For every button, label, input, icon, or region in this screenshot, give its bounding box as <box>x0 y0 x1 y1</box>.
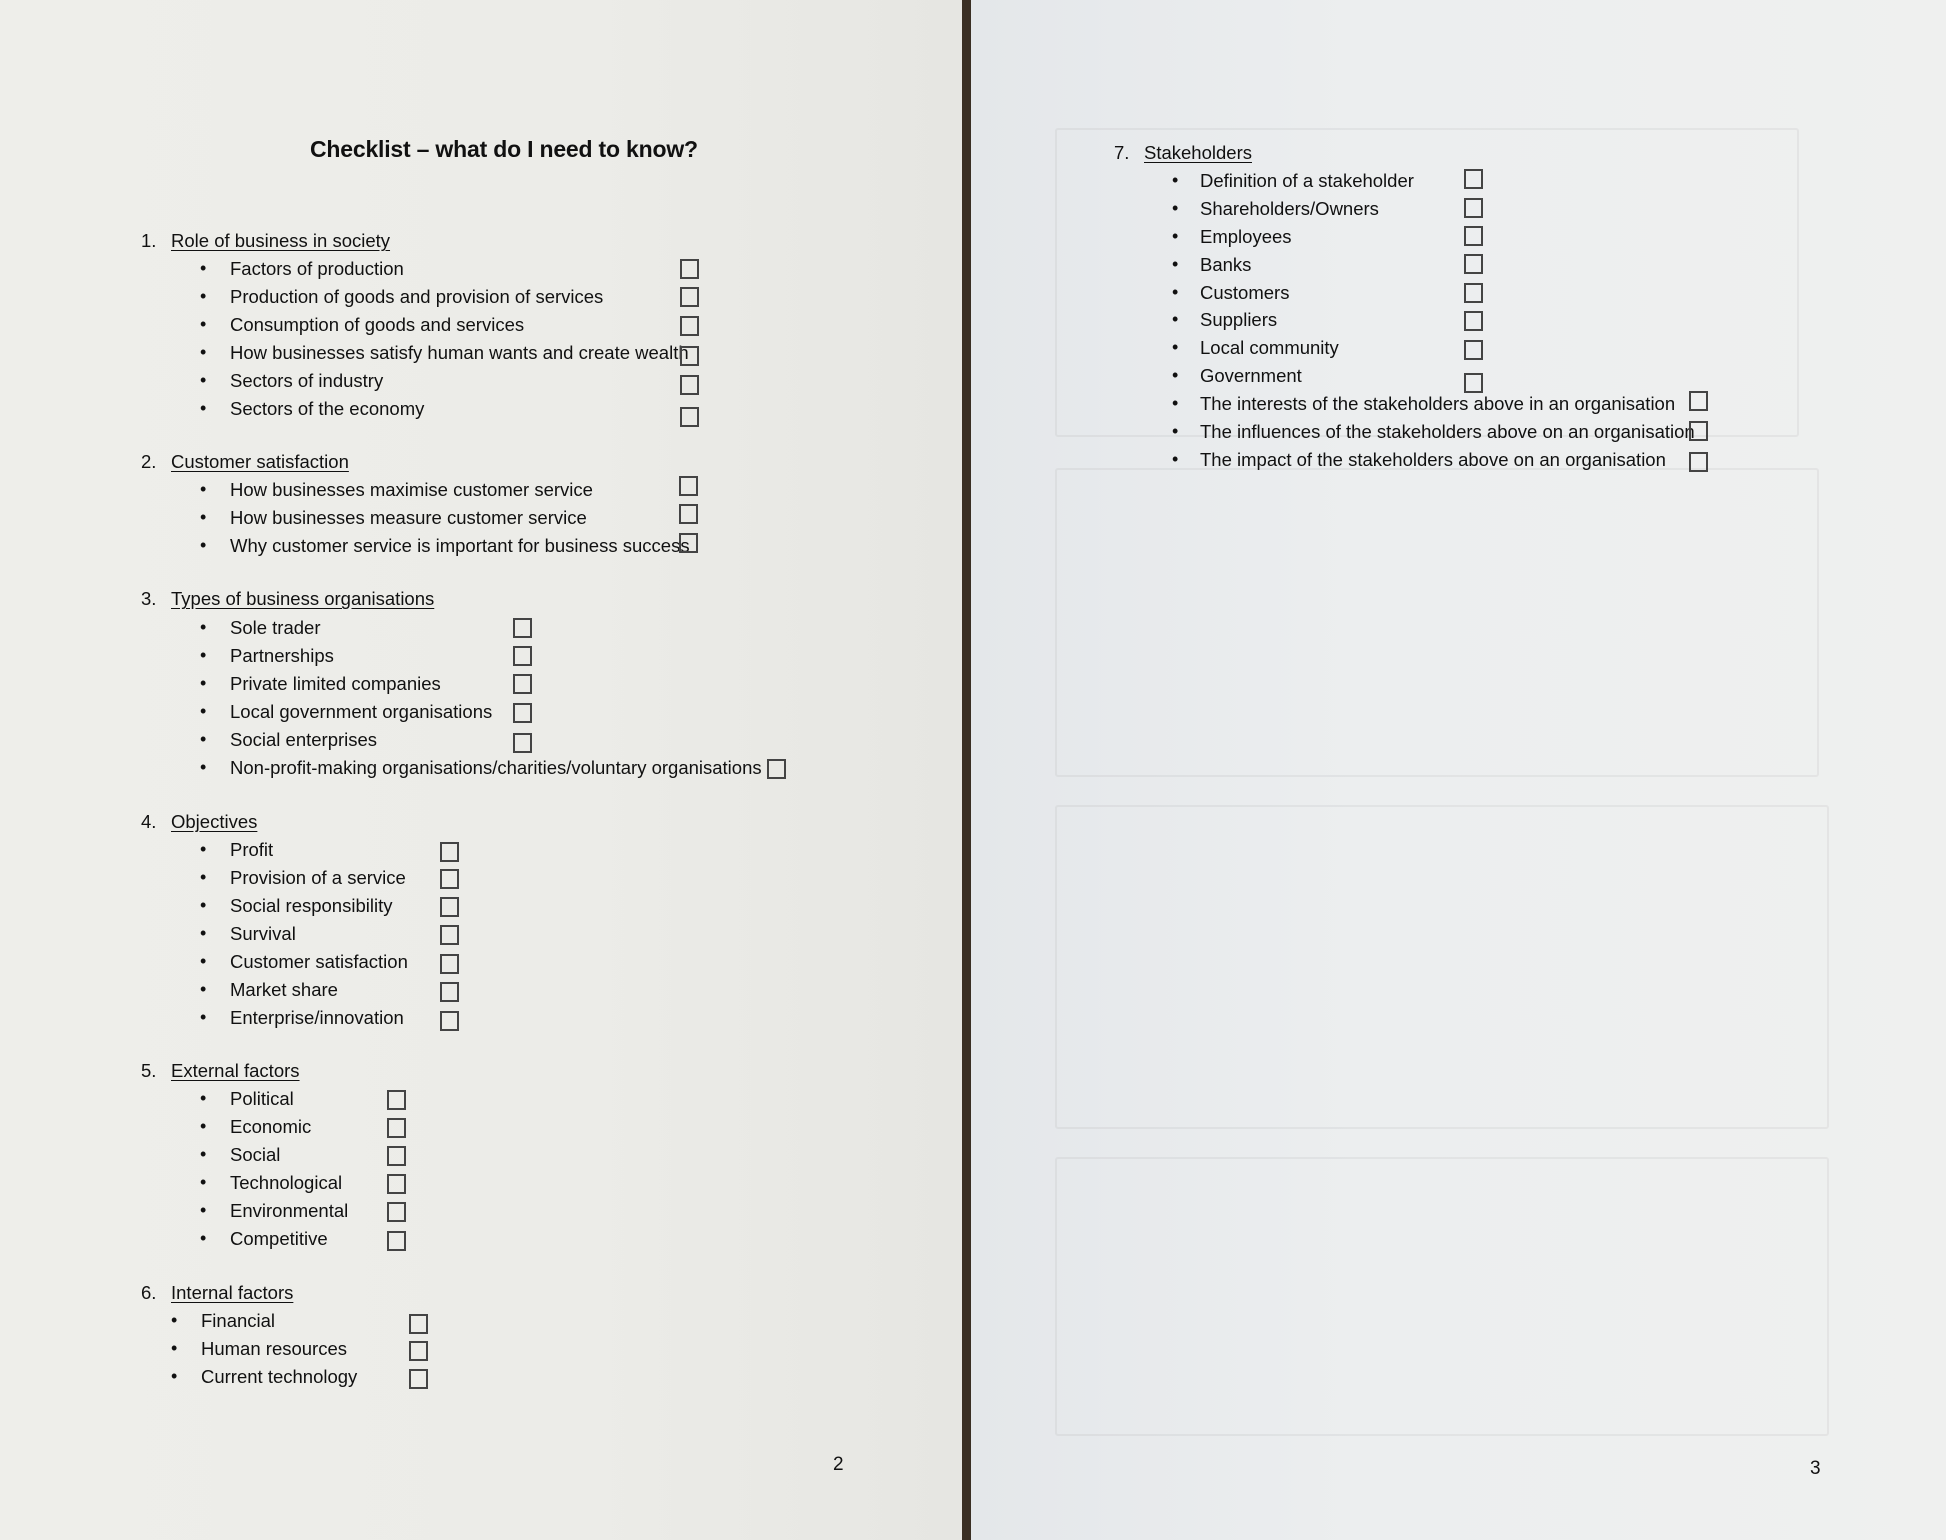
bullet-icon: • <box>200 923 207 943</box>
section-number: 4. <box>141 811 157 832</box>
checkbox[interactable] <box>409 1341 428 1361</box>
checkbox[interactable] <box>440 897 459 917</box>
checklist-item: The influences of the stakeholders above on an organisation <box>1200 421 1695 442</box>
checklist-item: Local government organisations <box>230 701 493 722</box>
checkbox[interactable] <box>440 925 459 945</box>
checkbox[interactable] <box>1464 311 1483 331</box>
checklist-item: Sectors of the economy <box>230 398 425 419</box>
bullet-icon: • <box>200 1007 207 1027</box>
bullet-icon: • <box>1172 282 1179 302</box>
checkbox[interactable] <box>387 1202 406 1222</box>
bullet-icon: • <box>200 839 207 859</box>
section-heading-1 <box>141 230 390 252</box>
bullet-icon: • <box>200 398 207 418</box>
left-page <box>0 0 962 1540</box>
bullet-icon: • <box>200 951 207 971</box>
checkbox[interactable] <box>767 759 786 779</box>
checklist-item: Shareholders/Owners <box>1200 198 1379 219</box>
bullet-icon: • <box>200 314 207 334</box>
checklist-item: Consumption of goods and services <box>230 314 525 335</box>
bullet-icon: • <box>1172 254 1179 274</box>
section-title: Role of business in society <box>171 230 391 251</box>
section-title: Objectives <box>171 811 258 832</box>
checkbox[interactable] <box>1464 226 1483 246</box>
section-heading-6 <box>141 1282 293 1304</box>
right-page <box>971 0 1946 1540</box>
checklist-item: Private limited companies <box>230 673 441 694</box>
checklist-item: Profit <box>230 839 274 860</box>
checklist-item: Sectors of industry <box>230 370 384 391</box>
checkbox[interactable] <box>440 842 459 862</box>
checkbox[interactable] <box>513 703 532 723</box>
bullet-icon: • <box>200 729 207 749</box>
section-number: 7. <box>1114 142 1130 163</box>
checkbox[interactable] <box>1689 452 1708 472</box>
checkbox[interactable] <box>513 618 532 638</box>
section-heading-4 <box>141 811 257 833</box>
checklist-item: Production of goods and provision of services <box>230 286 604 307</box>
checklist-item: Employees <box>1200 226 1292 247</box>
bullet-icon: • <box>200 535 207 555</box>
checkbox[interactable] <box>1464 198 1483 218</box>
checkbox[interactable] <box>409 1369 428 1389</box>
checklist-item: Economic <box>230 1116 312 1137</box>
section-title: Stakeholders <box>1144 142 1252 163</box>
checkbox[interactable] <box>440 869 459 889</box>
checkbox[interactable] <box>1464 373 1483 393</box>
section-number: 5. <box>141 1060 157 1081</box>
show-through-box <box>1055 128 1799 437</box>
checklist-item: Local community <box>1200 337 1339 358</box>
checkbox[interactable] <box>513 646 532 666</box>
checkbox[interactable] <box>1464 254 1483 274</box>
checklist-item: Partnerships <box>230 645 334 666</box>
section-number: 3. <box>141 588 157 609</box>
checkbox[interactable] <box>1689 421 1708 441</box>
checkbox[interactable] <box>680 287 699 307</box>
checklist-item: How businesses satisfy human wants and create wealth <box>230 342 689 363</box>
checkbox[interactable] <box>387 1146 406 1166</box>
checklist-item: Customer satisfaction <box>230 951 408 972</box>
checkbox[interactable] <box>680 375 699 395</box>
checkbox[interactable] <box>680 346 699 366</box>
bullet-icon: • <box>200 1200 207 1220</box>
checklist-item: How businesses maximise customer service <box>230 479 593 500</box>
checklist-item: Human resources <box>201 1338 348 1359</box>
checklist-item: Sole trader <box>230 617 321 638</box>
checkbox[interactable] <box>680 407 699 427</box>
bullet-icon: • <box>1172 309 1179 329</box>
page-number: 2 <box>833 1454 844 1475</box>
bullet-icon: • <box>171 1310 178 1330</box>
bullet-icon: • <box>200 645 207 665</box>
bullet-icon: • <box>200 757 207 777</box>
checkbox[interactable] <box>679 504 698 524</box>
checkbox[interactable] <box>387 1231 406 1251</box>
checkbox[interactable] <box>409 1314 428 1334</box>
checklist-item: Political <box>230 1088 294 1109</box>
bullet-icon: • <box>200 1088 207 1108</box>
checklist-item: Why customer service is important for business success <box>230 535 690 556</box>
page-number: 3 <box>1810 1458 1821 1479</box>
checklist-item: Current technology <box>201 1366 358 1387</box>
bullet-icon: • <box>200 1116 207 1136</box>
checkbox[interactable] <box>679 476 698 496</box>
bullet-icon: • <box>200 370 207 390</box>
checklist-item: Competitive <box>230 1228 328 1249</box>
checkbox[interactable] <box>513 733 532 753</box>
checklist-item: Financial <box>201 1310 276 1331</box>
checklist-item: Factors of production <box>230 258 404 279</box>
section-heading-5 <box>141 1060 300 1082</box>
checkbox[interactable] <box>1464 169 1483 189</box>
bullet-icon: • <box>1172 393 1179 413</box>
checklist-item: Banks <box>1200 254 1252 275</box>
bullet-icon: • <box>171 1338 178 1358</box>
section-heading-2 <box>141 451 349 473</box>
bullet-icon: • <box>200 1172 207 1192</box>
show-through-box <box>1055 468 1819 777</box>
checkbox[interactable] <box>387 1118 406 1138</box>
bullet-icon: • <box>1172 170 1179 190</box>
checkbox[interactable] <box>440 982 459 1002</box>
show-through-box <box>1055 1157 1829 1436</box>
section-title: Types of business organisations <box>171 588 435 609</box>
checklist-title: Checklist – what do I need to know? <box>310 136 698 162</box>
bullet-icon: • <box>1172 226 1179 246</box>
checkbox[interactable] <box>387 1090 406 1110</box>
section-number: 2. <box>141 451 157 472</box>
checkbox[interactable] <box>440 954 459 974</box>
bullet-icon: • <box>1172 198 1179 218</box>
section-heading-3 <box>141 588 434 610</box>
checklist-item: Survival <box>230 923 296 944</box>
bullet-icon: • <box>200 479 207 499</box>
bullet-icon: • <box>200 673 207 693</box>
section-number: 6. <box>141 1282 157 1303</box>
checkbox[interactable] <box>680 316 699 336</box>
section-title: External factors <box>171 1060 300 1081</box>
bullet-icon: • <box>200 286 207 306</box>
checkbox[interactable] <box>440 1011 459 1031</box>
section-title: Customer satisfaction <box>171 451 349 472</box>
checkbox[interactable] <box>679 533 698 553</box>
checklist-item: Enterprise/innovation <box>230 1007 404 1028</box>
bullet-icon: • <box>1172 449 1179 469</box>
checkbox[interactable] <box>1464 283 1483 303</box>
checklist-item: Environmental <box>230 1200 349 1221</box>
bullet-icon: • <box>200 701 207 721</box>
checklist-item: Government <box>1200 365 1302 386</box>
checklist-item: The impact of the stakeholders above on an organisation <box>1200 449 1666 470</box>
checklist-item: Definition of a stakeholder <box>1200 170 1414 191</box>
checklist-item: Suppliers <box>1200 309 1278 330</box>
bullet-icon: • <box>200 1228 207 1248</box>
checklist-item: How businesses measure customer service <box>230 507 587 528</box>
show-through-box <box>1055 805 1829 1129</box>
checkbox[interactable] <box>1464 340 1483 360</box>
bullet-icon: • <box>200 979 207 999</box>
checklist-item: Social responsibility <box>230 895 393 916</box>
bullet-icon: • <box>1172 337 1179 357</box>
bullet-icon: • <box>200 895 207 915</box>
checkbox[interactable] <box>513 674 532 694</box>
checkbox[interactable] <box>680 259 699 279</box>
bullet-icon: • <box>200 1144 207 1164</box>
checkbox[interactable] <box>387 1174 406 1194</box>
checklist-item: Social enterprises <box>230 729 378 750</box>
checklist-item: The interests of the stakeholders above in an organisation <box>1200 393 1676 414</box>
bullet-icon: • <box>200 258 207 278</box>
checklist-item: Customers <box>1200 282 1290 303</box>
bullet-icon: • <box>171 1366 178 1386</box>
bullet-icon: • <box>1172 365 1179 385</box>
bullet-icon: • <box>200 342 207 362</box>
bullet-icon: • <box>200 507 207 527</box>
bullet-icon: • <box>200 617 207 637</box>
bullet-icon: • <box>1172 421 1179 441</box>
checklist-item: Provision of a service <box>230 867 406 888</box>
checklist-item: Social <box>230 1144 281 1165</box>
checklist-item: Market share <box>230 979 338 1000</box>
section-heading-7 <box>1114 142 1252 164</box>
checkbox[interactable] <box>1689 391 1708 411</box>
checklist-item: Non-profit-making organisations/charities/voluntary organisations <box>230 757 762 778</box>
checklist-item: Technological <box>230 1172 343 1193</box>
bullet-icon: • <box>200 867 207 887</box>
section-number: 1. <box>141 230 157 251</box>
section-title: Internal factors <box>171 1282 294 1303</box>
